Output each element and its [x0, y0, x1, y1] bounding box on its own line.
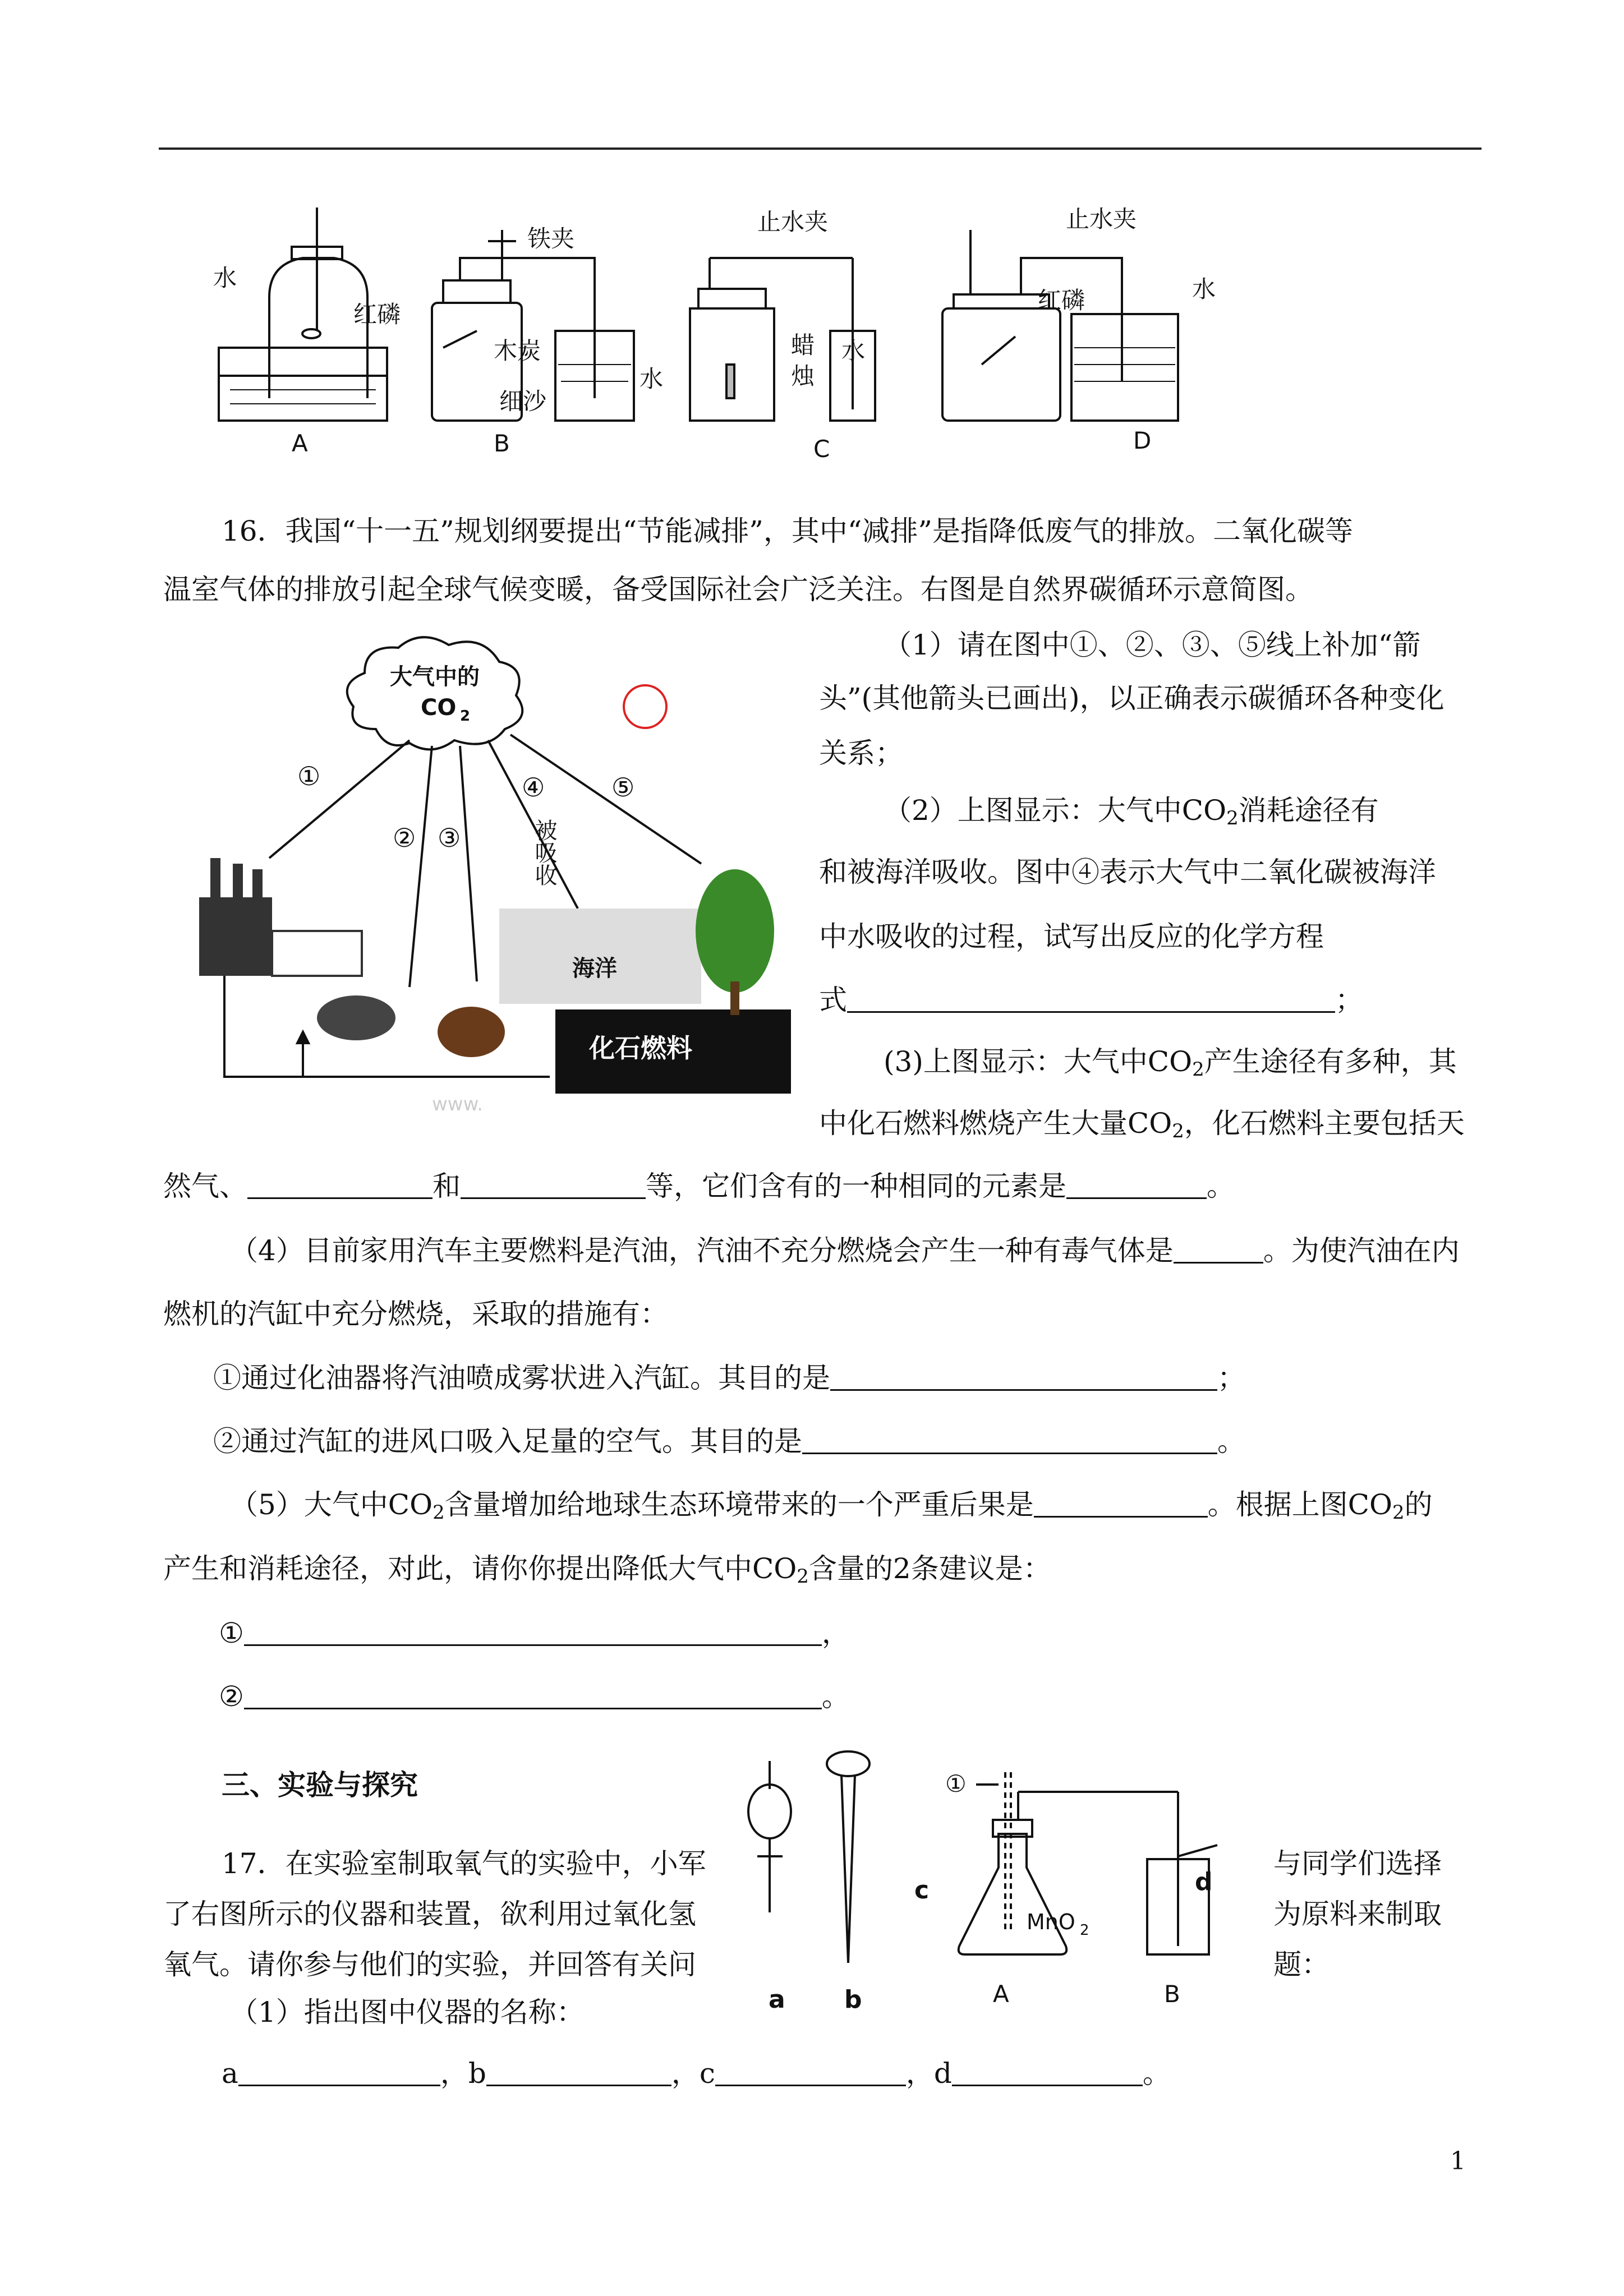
q16-p1-line-2: 头”(其他箭头已画出)，以正确表示碳循环各种变化: [819, 682, 1444, 714]
purpose-blank-1[interactable]: [830, 1367, 1217, 1391]
fig-c-candle-label-1: 蜡: [791, 331, 815, 359]
q16-p2-line-3: 中水吸收的过程，试写出反应的化学方程: [819, 920, 1324, 953]
suggestion-blank-1[interactable]: [244, 1622, 822, 1646]
fig-c-water-label: 水: [841, 337, 866, 365]
element-blank[interactable]: [1066, 1175, 1207, 1199]
fig-d-beaker: [1071, 314, 1178, 421]
page-number: 1: [1450, 2147, 1466, 2175]
name-blank-a[interactable]: [238, 2062, 440, 2086]
q16-intro-line-2: 温室气体的排放引起全球气候变暖，备受国际社会广泛关注。右图是自然界碳循环示意简图。: [163, 573, 1313, 606]
toxic-gas-blank[interactable]: [1174, 1239, 1263, 1264]
fig-label-a: a: [769, 1985, 785, 2014]
tree-icon: [696, 869, 774, 993]
q16-p3-line-2: 中化石燃料燃烧产生大量$CO_2$，化石燃料主要包括天: [819, 1107, 1465, 1142]
q16-p1-line-1: （1）请在图中①、②、③、⑤线上补加“箭: [884, 629, 1421, 661]
q17-line-3-left: 氧气。请你参与他们的实验，并回答有关问: [163, 1948, 696, 1981]
horse-icon: [438, 1007, 505, 1057]
q16-intro-line-1: 16．我国“十一五”规划纲要提出“节能减排”，其中“减排”是指降低废气的排放。二氧化碳等: [222, 515, 1353, 547]
name-blank-b[interactable]: [486, 2062, 671, 2086]
absorbed-label: 被吸收: [531, 819, 557, 886]
q17-line-2-left: 了右图所示的仪器和装置，欲利用过氧化氢: [163, 1898, 696, 1930]
atmosphere-cloud: [347, 637, 523, 749]
fossil-fuel-label: 化石燃料: [589, 1033, 692, 1063]
fig-d-water-label: 水: [1192, 275, 1216, 303]
cloud-label-2: CO: [421, 695, 457, 721]
name-blank-c[interactable]: [715, 2062, 906, 2086]
header-rule: [159, 147, 1482, 150]
marker-1: ①: [297, 761, 321, 791]
fig-c-candle-label-2: 烛: [791, 362, 815, 390]
mno2-label: MnO: [1027, 1910, 1075, 1934]
q17-p1: （1）指出图中仪器的名称：: [230, 1996, 585, 2028]
marker-2: ②: [393, 823, 416, 853]
fig-a-phosphorus-label: 红磷: [353, 301, 401, 328]
mno2-subscript: 2: [1080, 1922, 1089, 1939]
cloud-label-1: 大气中的: [390, 664, 480, 690]
q17-line-3-right: 题：: [1273, 1948, 1329, 1981]
q16-p3-line-1: (3)上图显示：大气中$CO_2$产生途径有多种，其: [884, 1045, 1457, 1081]
purpose-blank-2[interactable]: [802, 1430, 1217, 1454]
fig-a-bell-jar: [269, 258, 367, 398]
q16-p3-line-3: 然气、 和 等，它们含有的一种相同的元素是 。: [163, 1170, 1235, 1202]
factory-icon: [199, 858, 362, 976]
watermark: www.: [432, 1093, 484, 1115]
q17-line-1-right: 与同学们选择: [1273, 1847, 1442, 1880]
suggestion-line-2: ② 。: [219, 1680, 850, 1713]
separatory-funnel-bulb: [748, 1785, 791, 1838]
apparatus-figure-row: [196, 196, 1262, 465]
fig-d-stop-clamp-label: 止水夹: [1066, 205, 1137, 233]
fig-label-d: d: [1195, 1868, 1213, 1896]
fig-b-clamp-label: 铁夹: [527, 225, 575, 252]
fig-d-caption: D: [1133, 427, 1152, 454]
q16-p4-line-2: 燃机的汽缸中充分燃烧，采取的措施有：: [163, 1298, 668, 1330]
cloud-label-sub: 2: [460, 708, 471, 725]
q17-apparatus-figure: [729, 1739, 1245, 2030]
fig-b-caption: B: [494, 430, 510, 457]
fig-b-water-label: 水: [640, 365, 664, 393]
fossil-fuel-blank-1[interactable]: [247, 1175, 433, 1199]
fig-b-charcoal-label: 木炭: [494, 337, 541, 365]
q16-p4-line-4: ②通过汽缸的进风口吸入足量的空气。其目的是 。: [213, 1425, 1245, 1458]
fig-a-caption: A: [292, 430, 308, 457]
fig-caption-B: B: [1164, 1980, 1180, 2008]
marker-4: ④: [522, 772, 545, 803]
long-neck-funnel-top: [827, 1751, 869, 1776]
q16-p4-line-3: ①通过化油器将汽油喷成雾状进入汽缸。其目的是 ；: [213, 1362, 1245, 1394]
q17-line-2-right: 为原料来制取: [1273, 1898, 1442, 1930]
marker-3: ③: [438, 823, 461, 853]
q17-line-1-left: 17．在实验室制取氧气的实验中，小军: [222, 1847, 706, 1880]
line-1: [269, 740, 410, 858]
marker-5: ⑤: [611, 772, 635, 803]
line-2: [410, 746, 432, 987]
conical-flask: [959, 1834, 1067, 1954]
q16-p2-line-2: 和被海洋吸收。图中④表示大气中二氧化碳被海洋: [819, 856, 1436, 888]
line-3: [460, 746, 477, 981]
suggestion-line-1: ① ，: [219, 1617, 850, 1649]
fig-c-stop-clamp-label: 止水夹: [757, 208, 829, 236]
ocean-label: 海洋: [572, 956, 617, 981]
fig-d-phosphorus-label: 红磷: [1038, 287, 1085, 314]
fig-a-water-label: 水: [213, 264, 237, 292]
fig-label-b: b: [844, 1985, 862, 2014]
q16-p4-line-1: （4）目前家用汽车主要燃料是汽油，汽油不充分燃烧会产生一种有毒气体是 。为使汽油在内: [230, 1234, 1460, 1267]
fig-label-c: c: [914, 1876, 930, 1905]
fig-c-caption: C: [813, 435, 830, 463]
name-blank-d[interactable]: [952, 2062, 1143, 2086]
fig-a-trough: [219, 348, 387, 421]
q16-p2-line-1: （2）上图显示：大气中$CO_2$消耗途径有: [884, 794, 1379, 829]
fossil-fuel-blank-2[interactable]: [461, 1175, 646, 1199]
q17-names-line: a ，b ，c ，d 。: [222, 2057, 1171, 2090]
consequence-blank[interactable]: [1034, 1493, 1208, 1518]
equation-blank[interactable]: [847, 989, 1335, 1013]
suggestion-blank-2[interactable]: [244, 1685, 822, 1709]
fig-marker-1: ①: [945, 1770, 967, 1797]
q16-p5-line-1: （5）大气中$CO_2$含量增加给地球生态环境带来的一个严重后果是 。根据上图$CO_2$的: [230, 1488, 1433, 1524]
fig-d-bottle: [942, 308, 1060, 421]
q16-p2-line-4: 式 ；: [819, 984, 1363, 1016]
fig-b-sand-label: 细沙: [499, 388, 547, 415]
fig-caption-A: A: [993, 1980, 1009, 2008]
q16-p1-line-3: 关系；: [819, 737, 903, 769]
q16-p5-line-2: 产生和消耗途径，对此，请你你提出降低大气中$CO_2$含量的2条建议是：: [163, 1552, 1051, 1588]
carbon-cycle-diagram: [185, 617, 802, 1122]
section-3-title: 三、实验与探究: [222, 1768, 418, 1801]
car-icon: [317, 995, 395, 1040]
